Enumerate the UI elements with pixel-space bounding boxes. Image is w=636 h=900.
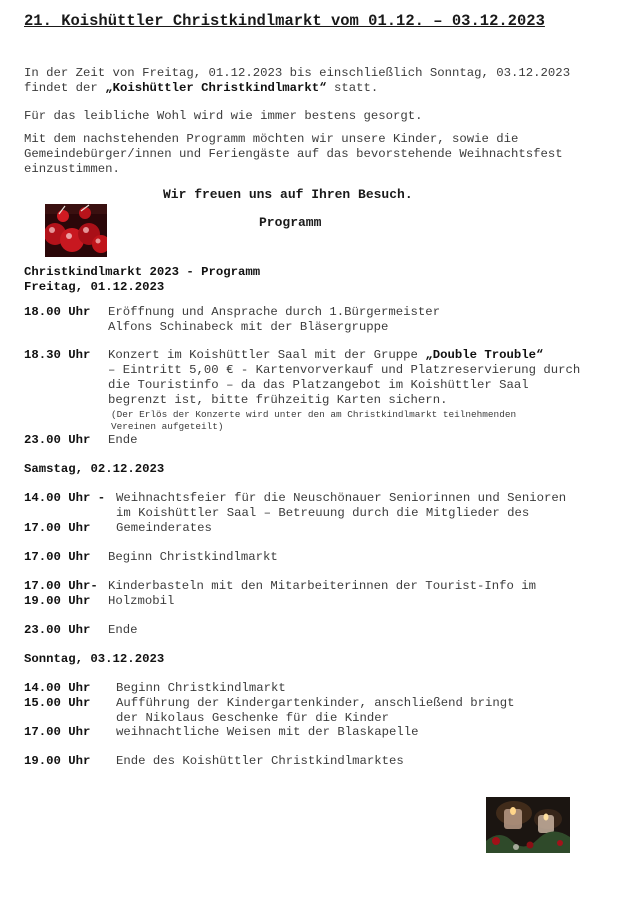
intro-line-2-post: statt. [326,81,379,95]
friday-event-2-line-3: die Touristinfo – da das Platzangebot im Koishüttler Saal [108,378,529,392]
program-intro-paragraph [24,132,624,177]
saturday-event-1-line-3: Gemeinderates [116,521,212,535]
saturday-event-3-line-2: Holzmobil [108,594,175,608]
intro-line-2-pre: findet der [24,81,106,95]
page-title: 21. Koishüttler Christkindlmarkt vom 01.12. – 03.12.2023 [24,12,545,30]
program-intro-line-2: Gemeindebürger/innen und Feriengäste auf das bevorstehende Weihnachtsfest [24,147,563,161]
intro-paragraph [24,66,624,96]
friday-event-1-line-1: Eröffnung und Ansprache durch 1.Bürgermeister [108,305,441,319]
friday-event-1-line-2: Alfons Schinabeck mit der Bläsergruppe [108,320,389,334]
friday-event-3: Ende [108,433,138,447]
friday-label: Freitag, [24,280,84,294]
sunday-event-2-line-2: der Nikolaus Geschenke für die Kinder [116,711,390,725]
market-name: „Koishüttler Christkindlmarkt“ [105,81,327,95]
sunday-time-4: 19.00 Uhr [24,754,91,768]
programm-heading: Programm [259,215,322,230]
christmas-candles-image [486,797,570,853]
intro-line-1: In der Zeit von Freitag, 01.12.2023 bis einschließlich Sonntag, 03.12.2023 [24,66,571,80]
friday-event-2-line-2: – Eintritt 5,00 € - Kartenvorverkauf und Platzreservierung durch [108,363,581,377]
saturday-time-2: 17.00 Uhr [24,550,91,564]
friday-event-2-line-4: begrenzt ist, bitte frühzeitig Karten sichern. [108,393,448,407]
friday-date: 01.12.2023 [90,280,165,294]
friday-time-2: 18.30 Uhr [24,348,91,362]
welcome-heading: Wir freuen uns auf Ihren Besuch. [163,187,413,202]
christmas-ornaments-image [45,204,107,257]
sunday-time-1: 14.00 Uhr [24,681,91,695]
sunday-event-4: Ende des Koishüttler Christkindlmarktes [116,754,404,768]
program-intro-line-3: einzustimmen. [24,162,120,176]
friday-time-3: 23.00 Uhr [24,433,91,447]
friday-event-2-note-1: (Der Erlös der Konzerte wird unter den am Christkindlmarkt teilnehmenden [111,409,517,420]
friday-time-1: 18.00 Uhr [24,305,91,319]
concert-text: Konzert im Koishüttler Saal mit der Gruppe [108,348,426,362]
saturday-heading [24,462,164,477]
saturday-event-3-line-1: Kinderbasteln mit den Mitarbeiterinnen der Tourist-Info im [108,579,537,593]
program-title: Christkindlmarkt 2023 - Programm [24,265,261,279]
saturday-event-2: Beginn Christkindlmarkt [108,550,278,564]
friday-heading [24,280,164,295]
sunday-time-2: 15.00 Uhr [24,696,91,710]
sunday-event-3: weihnachtliche Weisen mit der Blaskapelle [116,725,419,739]
band-name: „Double Trouble“ [425,348,544,362]
saturday-time-4: 23.00 Uhr [24,623,91,637]
friday-event-2-line-1 [108,348,543,363]
sunday-event-2-line-1: Aufführung der Kindergartenkinder, anschließend bringt [116,696,515,710]
food-note: Für das leibliche Wohl wird wie immer bestens gesorgt. [24,109,423,123]
saturday-date: 02.12.2023 [90,462,165,476]
sunday-heading: Sonntag, 03.12.2023 [24,652,165,666]
saturday-time-1b: 17.00 Uhr [24,521,91,535]
saturday-time-3: 17.00 Uhr- [24,579,98,593]
saturday-event-1-line-1: Weihnachtsfeier für die Neuschönauer Seniorinnen und Senioren [116,491,567,505]
friday-event-2-note-2: Vereinen aufgeteilt) [111,421,224,432]
saturday-event-1-line-2: im Koishüttler Saal – Betreuung durch die Mitglieder des [116,506,530,520]
saturday-event-4: Ende [108,623,138,637]
saturday-label: Samstag, [24,462,84,476]
program-intro-line-1: Mit dem nachstehenden Programm möchten wir unsere Kinder, sowie die [24,132,519,146]
saturday-time-1: 14.00 Uhr - [24,491,106,505]
saturday-time-3b: 19.00 Uhr [24,594,91,608]
sunday-event-1: Beginn Christkindlmarkt [116,681,286,695]
sunday-time-3: 17.00 Uhr [24,725,91,739]
